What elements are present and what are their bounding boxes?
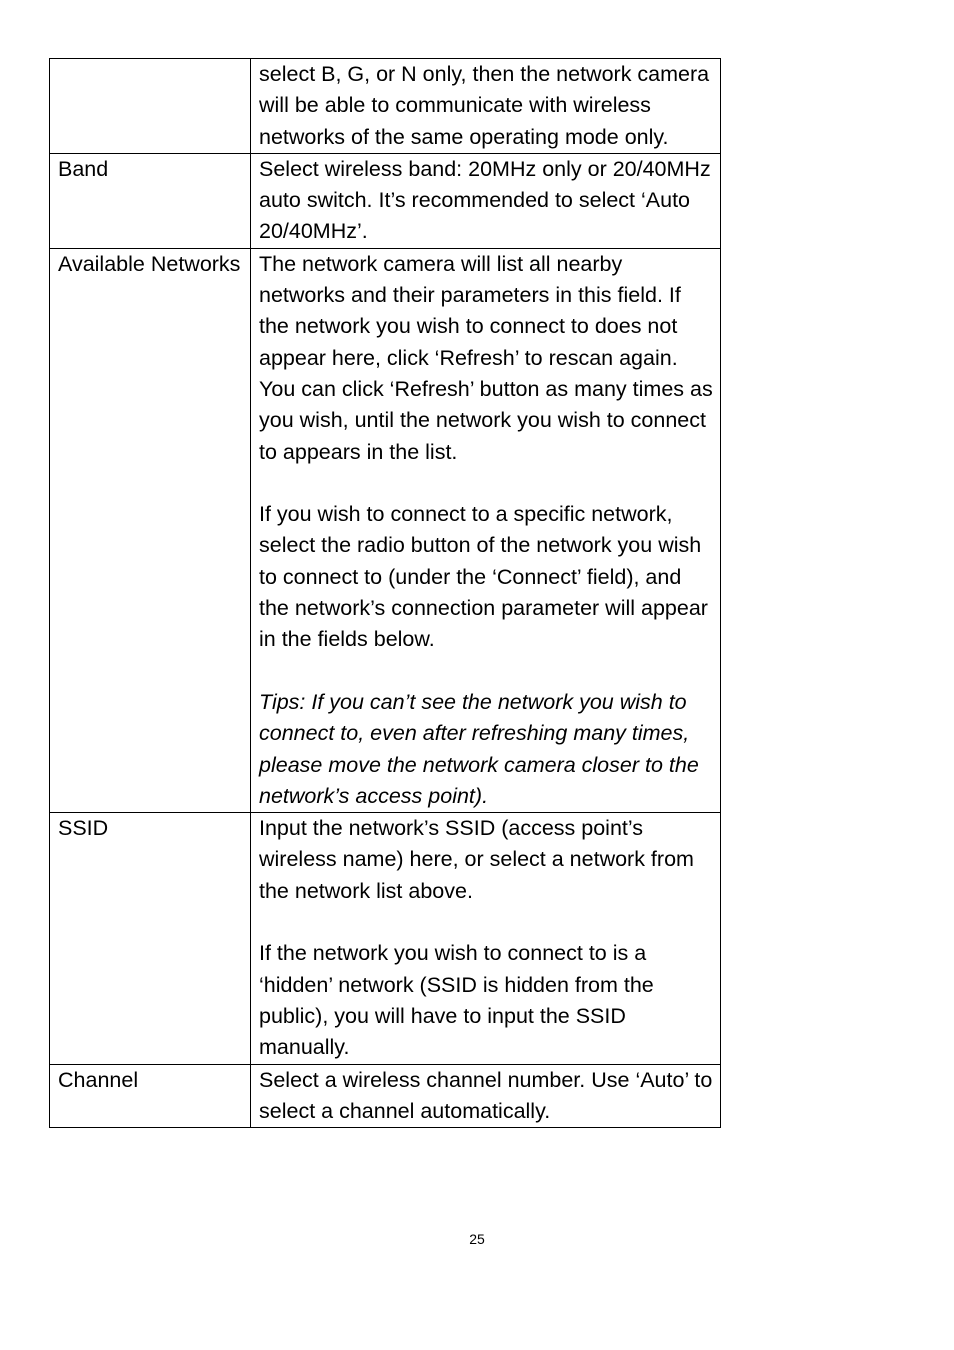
tip-paragraph: Tips: If you can’t see the network you wish to connect to, even after refreshing many times, please move the network camera closer to the network’s access point). [259,689,699,808]
description-paragraph: Input the network’s SSID (access point’s wireless name) here, or select a network from the network list above. [259,816,694,903]
table-row-band [50,153,721,248]
settings-description-table [49,58,721,1128]
page-number: 25 [469,1231,485,1247]
table-row-mode-continued [50,59,721,154]
description-cell [251,248,721,812]
term-cell: Channel [50,1064,251,1128]
description-paragraph: The network camera will list all nearby networks and their parameters in this field. If the network you wish to connect to does not appear here, click ‘Refresh’ to rescan again. You can click ‘Refresh’ button as many times as you wish, until the network you wish to connect to appears in the list. [259,251,713,464]
term-cell: SSID [50,813,251,1064]
description-cell [251,153,721,248]
description-paragraph: Select a wireless channel number. Use ‘Auto’ to select a channel automatically. [259,1067,713,1123]
description-paragraph: Select wireless band: 20MHz only or 20/40MHz auto switch. It’s recommended to select ‘Auto 20/40MHz’. [259,156,711,244]
table-row-available-networks [50,248,721,812]
description-cell [251,1064,721,1128]
description-cell [251,813,721,1064]
description-paragraph: select B, G, or N only, then the network camera will be able to communicate with wireless networks of the same operating mode only. [259,62,710,149]
description-cell [251,59,721,154]
description-paragraph: If you wish to connect to a specific network, select the radio button of the network you wish to connect to (under the ‘Connect’ field), and the network’s connection parameter will appear in the fields below. [259,502,708,652]
term-cell [50,59,251,154]
table-row-ssid [50,813,721,1064]
table-row-channel [50,1064,721,1128]
term-cell: Band [50,153,251,248]
term-cell: Available Networks [50,248,251,812]
description-paragraph: If the network you wish to connect to is a ‘hidden’ network (SSID is hidden from the public), you will have to input the SSID manually. [259,941,654,1060]
